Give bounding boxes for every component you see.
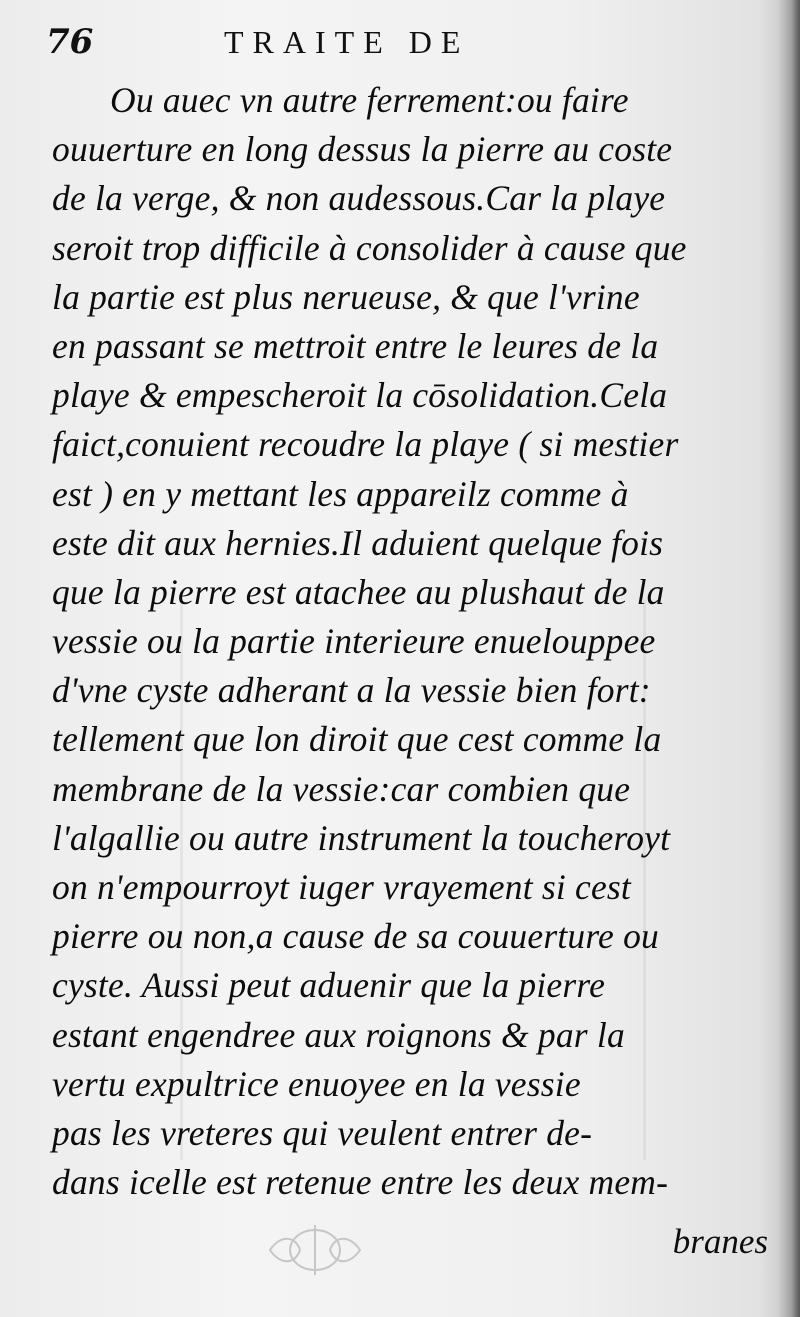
page-number: 76 <box>46 22 94 62</box>
text-line: vessie ou la partie interieure enuelouppee <box>52 621 656 662</box>
text-line: est ) en y mettant les appareilz comme à <box>52 473 629 514</box>
text-line: de la verge, & non audessous.Car la playe <box>52 178 666 219</box>
text-line: on n'empourroyt iuger vrayement si cest <box>52 867 631 907</box>
page-header <box>46 22 766 62</box>
text-line: pierre ou non,a cause de sa couuerture ou <box>52 916 659 957</box>
text-line: la partie est plus nerueuse, & que l'vrine <box>52 276 640 317</box>
text-line: cyste. Aussi peut aduenir que la pierre <box>52 965 606 1006</box>
text-line: estant engendree aux roignons & par la <box>52 1014 625 1055</box>
text-line: tellement que lon diroit que cest comme la <box>52 719 662 760</box>
text-line: Ou auec vn autre ferrement:ou faire <box>110 80 629 120</box>
text-line: en passant se mettroit entre le leures de la <box>52 325 659 366</box>
page-gutter-shadow <box>778 0 800 1317</box>
text-line: vertu expultrice enuoyee en la vessie <box>52 1063 581 1104</box>
text-line: d'vne cyste adherant a la vessie bien fort: <box>52 670 651 711</box>
text-line: este dit aux hernies.Il aduient quelque fois <box>52 522 664 563</box>
catchword: branes <box>672 1222 768 1261</box>
body-text <box>52 76 772 1207</box>
text-line: playe & empescheroit la cōsolidation.Cela <box>52 375 668 416</box>
text-line: l'algallie ou autre instrument la toucheroyt <box>52 817 671 858</box>
running-head: TRAITE DE <box>224 24 470 60</box>
text-line: faict,conuient recoudre la playe ( si mestier <box>52 424 679 465</box>
fleuron-icon <box>260 1225 370 1275</box>
text-line: seroit trop difficile à consolider à cause que <box>52 227 687 268</box>
text-line: pas les vreteres qui veulent entrer de- <box>52 1112 593 1153</box>
text-line: membrane de la vessie:car combien que <box>52 768 631 809</box>
text-line: dans icelle est retenue entre les deux mem- <box>52 1162 669 1203</box>
text-line: que la pierre est atachee au plushaut de la <box>52 571 665 612</box>
text-line: ouuerture en long dessus la pierre au coste <box>52 129 673 170</box>
